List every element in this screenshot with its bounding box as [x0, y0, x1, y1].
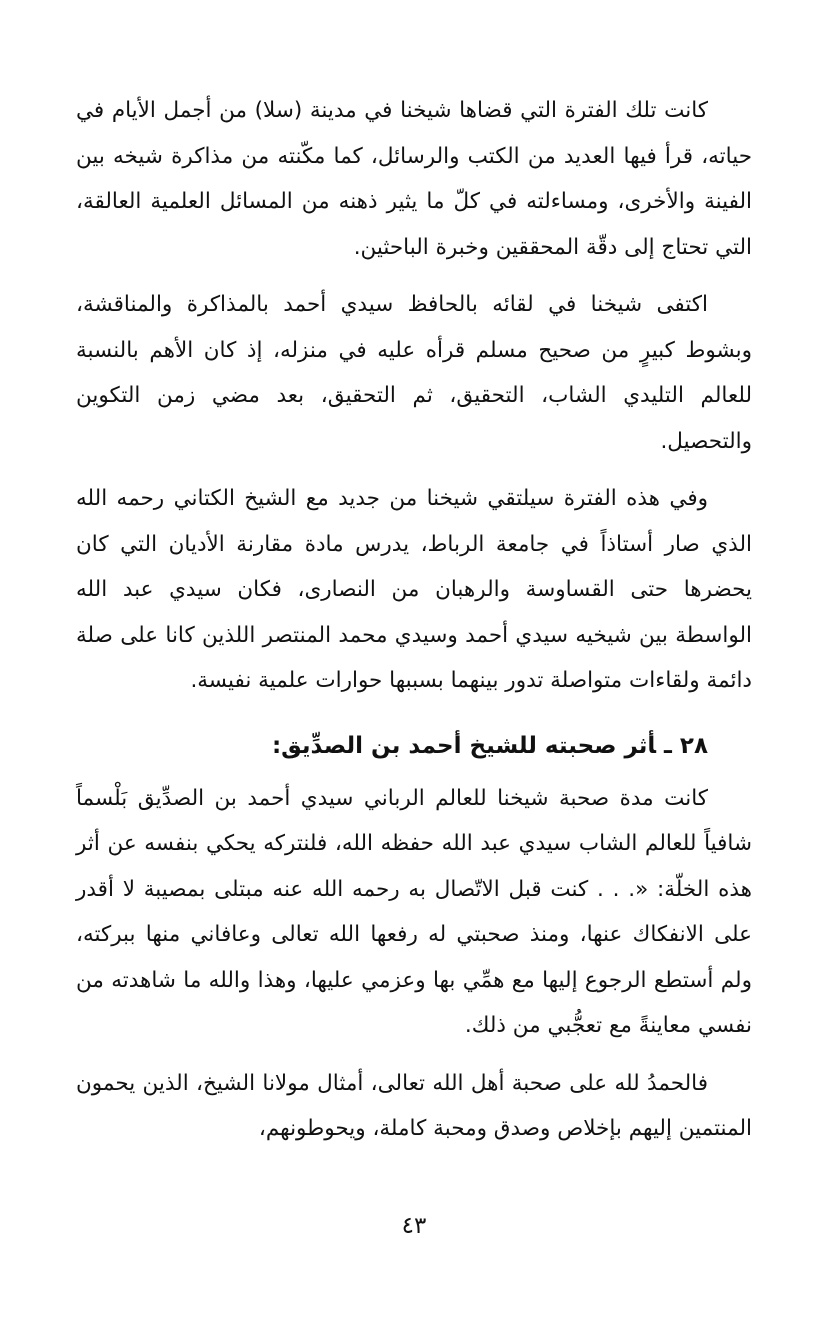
page-number: ٤٣ [401, 1213, 427, 1239]
paragraph-5: فالحمدُ لله على صحبة أهل الله تعالى، أمثال مولانا الشيخ، الذين يحمون المنتمين إليهم بإخلاص وصدق ومحبة كاملة، ويحوطونهم، [76, 1070, 752, 1141]
paragraph-4: كانت مدة صحبة شيخنا للعالم الرباني سيدي أحمد بن الصدِّيق بَلْسماً شافياً للعالم الشاب سيدي عبد الله حفظه الله، فلنتركه يحكي بنفسه عن أثر هذه الخلّة: «. . . كنت قبل الاتّصال به رحمه الله عنه مبتلى بمصيبة لا أقدر على الانفكاك عنها، ومنذ صحبتي له رفعها الله تعالى وعافاني منها ببركته، ولم أستطع الرجوع إليها مع همِّي بها وعزمي عليها، وهذا والله ما شاهدته من نفسي معاينةً مع تعجُّبي من ذلك. [76, 785, 752, 1038]
section-heading [76, 724, 752, 768]
paragraph-2: اكتفى شيخنا في لقائه بالحافظ سيدي أحمد بالمذاكرة والمناقشة، وبشوط كبيرٍ من صحيح مسلم قرأه عليه في منزله، إذ كان الأهم بالنسبة للعالم التليدي الشاب، التحقيق، ثم التحقيق، بعد مضي زمن التكوين والتحصيل. [76, 292, 752, 454]
paragraph-1: كانت تلك الفترة التي قضاها شيخنا في مدينة (سلا) من أجمل الأيام في حياته، قرأ فيها العديد من الكتب والرسائل، كما مكّنته من مذاكرة شيخه بين الفينة والأخرى، ومساءلته في كلّ ما يثير ذهنه من المسائل العلمية العالقة، التي تحتاج إلى دقّة المحققين وخبرة الباحثين. [76, 98, 752, 260]
section-number: ٢٨ ـ [664, 732, 708, 759]
section-title: أثر صحبته للشيخ أحمد بن الصدِّيق: [271, 732, 657, 759]
paragraph-3: وفي هذه الفترة سيلتقي شيخنا من جديد مع الشيخ الكتاني رحمه الله الذي صار أستاذاً في جامعة الرباط، يدرس مادة مقارنة الأديان التي كان يحضرها حتى القساوسة والرهبان من النصارى، فكان سيدي عبد الله الواسطة بين شيخيه سيدي أحمد وسيدي محمد المنتصر اللذين كانا على صلة دائمة ولقاءات متواصلة تدور بينهما بسببها حوارات علمية نفيسة. [76, 486, 752, 693]
page-body [76, 88, 752, 1152]
